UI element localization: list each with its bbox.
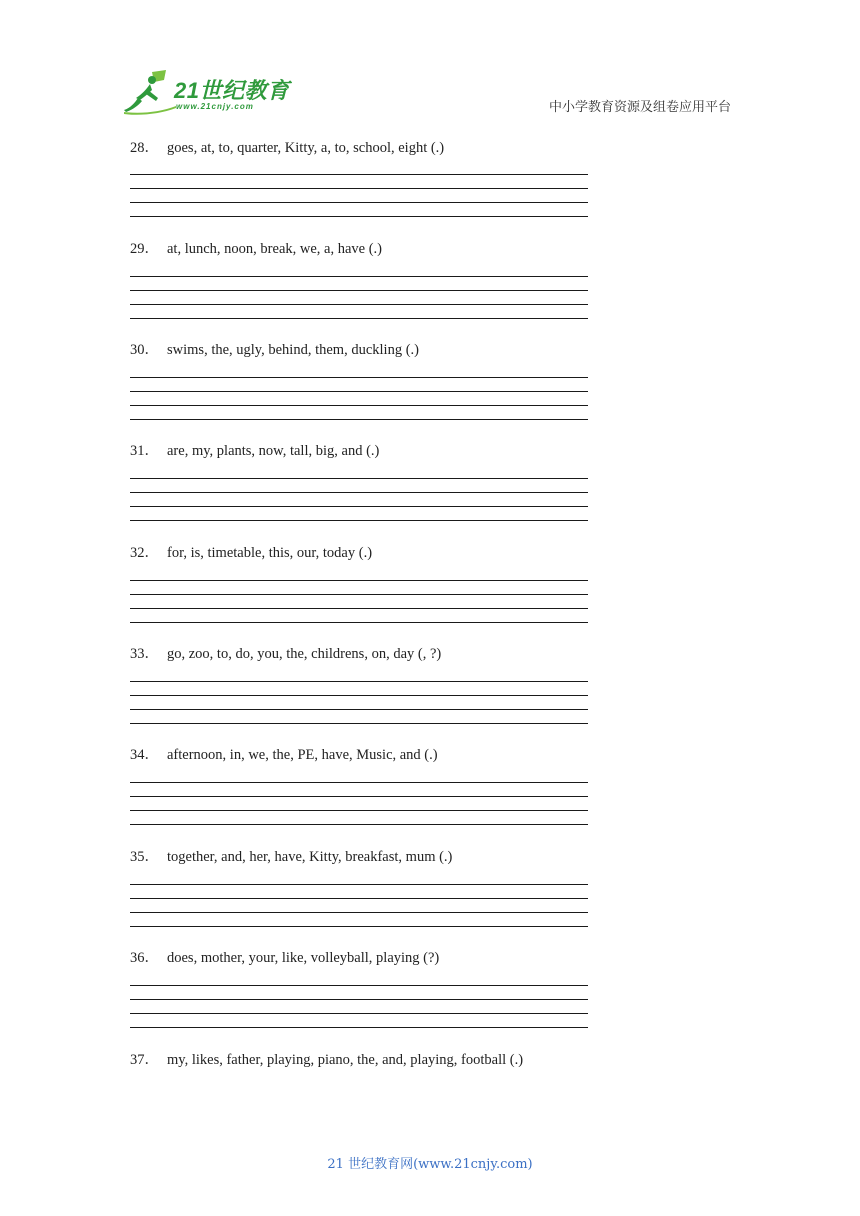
question-words: for, is, timetable, this, our, today (.) [167, 545, 373, 561]
platform-tagline: 中小学教育资源及组卷应用平台 [549, 100, 732, 115]
answer-line[interactable] [130, 695, 588, 696]
question-text [130, 442, 588, 460]
question-words: afternoon, in, we, the, PE, have, Music, and (.) [167, 747, 438, 763]
question-text [130, 746, 588, 764]
answer-line[interactable] [130, 1013, 588, 1014]
question-text [130, 139, 588, 157]
question-words: go, zoo, to, do, you, the, childrens, on, day (, ?) [167, 646, 442, 662]
question-item [130, 746, 588, 764]
answer-line[interactable] [130, 926, 588, 927]
answer-line[interactable] [130, 985, 588, 986]
question-words: goes, at, to, quarter, Kitty, a, to, school, eight (.) [167, 140, 445, 156]
question-item [130, 645, 588, 663]
question-words: my, likes, father, playing, piano, the, and, playing, football (.) [167, 1052, 524, 1068]
question-item [130, 240, 588, 258]
question-words: at, lunch, noon, break, we, a, have (.) [167, 241, 383, 257]
answer-line[interactable] [130, 377, 588, 378]
answer-line[interactable] [130, 174, 588, 175]
question-item [130, 341, 588, 359]
answer-line[interactable] [130, 709, 588, 710]
answer-line[interactable] [130, 405, 588, 406]
question-number: 30． [130, 342, 159, 358]
question-text [130, 544, 588, 562]
question-number: 35． [130, 849, 159, 865]
question-item [130, 1051, 588, 1069]
question-item [130, 949, 588, 967]
answer-line[interactable] [130, 824, 588, 825]
answer-line[interactable] [130, 810, 588, 811]
question-number: 37． [130, 1052, 159, 1068]
answer-line[interactable] [130, 478, 588, 479]
question-words: are, my, plants, now, tall, big, and (.) [167, 443, 380, 459]
answer-line[interactable] [130, 912, 588, 913]
answer-line[interactable] [130, 506, 588, 507]
question-words: swims, the, ugly, behind, them, duckling (.) [167, 342, 419, 358]
answer-line[interactable] [130, 520, 588, 521]
question-item [130, 139, 588, 157]
question-item [130, 544, 588, 562]
answer-line[interactable] [130, 594, 588, 595]
answer-line[interactable] [130, 318, 588, 319]
logo-url-text: www.21cnjy.com [176, 102, 254, 111]
answer-line[interactable] [130, 884, 588, 885]
question-number: 36． [130, 950, 159, 966]
site-logo [122, 68, 292, 116]
answer-line[interactable] [130, 492, 588, 493]
answer-line[interactable] [130, 796, 588, 797]
answer-line[interactable] [130, 681, 588, 682]
runner-logo-icon [122, 68, 178, 116]
question-text [130, 848, 588, 866]
question-words: together, and, her, have, Kitty, breakfast, mum (.) [167, 849, 453, 865]
answer-line[interactable] [130, 622, 588, 623]
answer-line[interactable] [130, 723, 588, 724]
question-number: 34． [130, 747, 159, 763]
logo-main-text: 21世纪教育 [174, 78, 290, 103]
question-words: does, mother, your, like, volleyball, playing (?) [167, 950, 440, 966]
answer-line[interactable] [130, 276, 588, 277]
question-number: 31． [130, 443, 159, 459]
answer-line[interactable] [130, 898, 588, 899]
page-header [0, 0, 860, 125]
answer-line[interactable] [130, 580, 588, 581]
answer-line[interactable] [130, 188, 588, 189]
answer-line[interactable] [130, 608, 588, 609]
answer-line[interactable] [130, 999, 588, 1000]
answer-line[interactable] [130, 216, 588, 217]
question-number: 32． [130, 545, 159, 561]
answer-line[interactable] [130, 782, 588, 783]
question-number: 33． [130, 646, 159, 662]
question-text [130, 645, 588, 663]
page-footer: 21 世纪教育网(www.21cnjy.com) [327, 1157, 533, 1172]
answer-line[interactable] [130, 419, 588, 420]
answer-line[interactable] [130, 1027, 588, 1028]
answer-line[interactable] [130, 290, 588, 291]
question-text [130, 341, 588, 359]
question-text [130, 949, 588, 967]
question-number: 29． [130, 241, 159, 257]
answer-line[interactable] [130, 304, 588, 305]
answer-line[interactable] [130, 391, 588, 392]
question-number: 28． [130, 140, 159, 156]
question-item [130, 848, 588, 866]
question-text [130, 1051, 588, 1069]
question-text [130, 240, 588, 258]
question-item [130, 442, 588, 460]
answer-line[interactable] [130, 202, 588, 203]
